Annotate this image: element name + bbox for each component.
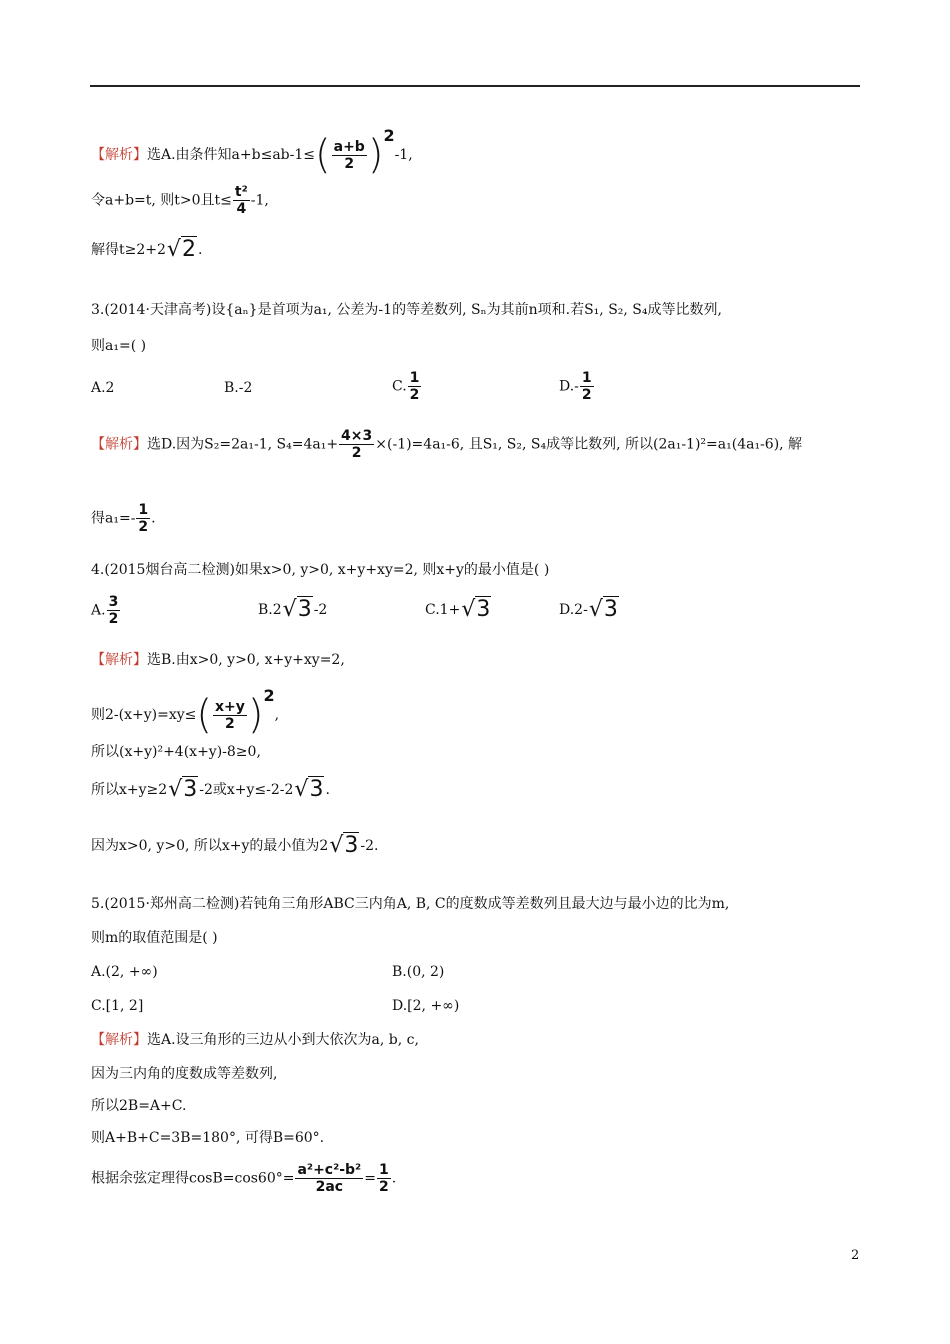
fraction: $\frac{1}{2}$ (409, 370, 420, 403)
q4-option-a: A. $\frac{3}{2}$ (91, 594, 119, 627)
q4-solution-line-2: 则2-(x+y)=xy≤( $\frac{x+y}{2}$ )2, (91, 686, 280, 738)
fraction: $\frac{\text{a²+c²-b²}}{2ac}$ (297, 1162, 362, 1195)
q5-solution-line-3: 所以2B=A+C. (91, 1098, 187, 1114)
fraction: $\frac{3}{2}$ (108, 594, 119, 627)
q4-solution-line-1: 【解析】选B.由x>0, y>0, x+y+xy=2, (91, 652, 345, 668)
fraction: $\frac{a+b}{2}$ (333, 138, 365, 172)
q5-solution-line-4: 则A+B+C=3B=180°, 可得B=60°. (91, 1130, 325, 1146)
q4-option-d: D.2-√3 (559, 597, 618, 622)
fraction: $\frac{1}{2}$ (581, 370, 592, 403)
fraction: $\frac{4\times 3}{2}$ (341, 428, 373, 461)
q5-option-d: D.[2, +∞) (392, 998, 460, 1014)
text: 选A.由条件知a+b≤ab-1≤ (147, 147, 316, 163)
q4-stem: 4.(2015烟台高二检测)如果x>0, y>0, x+y+xy=2, 则x+y的最小值是( ) (91, 562, 550, 578)
right-paren: ) (367, 132, 384, 178)
q4-solution-line-3: 所以(x+y)²+4(x+y)-8≥0, (91, 744, 261, 760)
solution-tag: 【解析】 (91, 652, 147, 668)
text: -1, (250, 192, 269, 209)
left-paren: ( (315, 132, 331, 178)
text: 令a+b=t, 则t>0且t≤ (91, 192, 232, 209)
text: . (197, 242, 203, 258)
q5-stem-line-1: 5.(2015·郑州高二检测)若钝角三角形ABC三内角A, B, C的度数成等差数列且最大边与最小边的比为m, (91, 896, 730, 912)
q5-solution-line-1: 【解析】选A.设三角形的三边从小到大依次为a, b, c, (91, 1032, 419, 1048)
header-rule (90, 85, 860, 87)
page-number: 2 (851, 1248, 860, 1263)
q2-solution-line-1 (91, 126, 413, 178)
q5-option-c: C.[1, 2] (91, 998, 144, 1014)
fraction: $\frac{1}{2}$ (378, 1162, 389, 1195)
q5-option-a: A.(2, +∞) (91, 964, 158, 980)
fraction: $\frac{1}{2}$ (138, 502, 149, 535)
q3-option-c: C. $\frac{1}{2}$ (392, 370, 420, 403)
q5-solution-line-5: 根据余弦定理得cosB=cos60°= $\frac{\text{a²+c²-b²}}{2ac}$ = $\frac{1}{2}$ . (91, 1162, 397, 1195)
fraction: $\frac{x+y}{2}$ (214, 698, 245, 732)
q3-stem-line-2: 则a₁=( ) (91, 338, 147, 354)
q5-solution-line-2: 因为三内角的度数成等差数列, (91, 1066, 278, 1082)
q3-stem-line-1: 3.(2014·天津高考)设{aₙ}是首项为a₁, 公差为-1的等差数列, Sₙ为其前n项和.若S₁, S₂, S₄成等比数列, (91, 302, 722, 318)
q5-option-b: B.(0, 2) (392, 964, 445, 980)
q4-option-b: B.2√3 -2 (258, 597, 328, 622)
right-paren: ) (247, 692, 264, 738)
q3-solution-line-1: 【解析】选D.因为S₂=2a₁-1, S₄=4a₁+ $\frac{4\times 3}{2}$ ×(-1)=4a₁-6, 且S₁, S₂, S₄成等比数列, 所以(2a₁-1)²=a₁(4a₁-6), 解 (91, 428, 803, 461)
square-root: √3 (282, 597, 312, 622)
q4-solution-line-4: 所以x+y≥2√3 -2或x+y≤-2-2√3 . (91, 777, 330, 802)
q3-option-a: A.2 (91, 380, 115, 396)
solution-tag: 【解析】 (91, 1032, 147, 1048)
solution-tag: 【解析】 (91, 147, 147, 163)
q4-solution-line-5: 因为x>0, y>0, 所以x+y的最小值为2√3 -2. (91, 833, 379, 858)
square-root: √3 (461, 597, 491, 622)
solution-tag: 【解析】 (91, 436, 147, 453)
square-root: √3 (329, 833, 359, 858)
q2-solution-line-2 (91, 184, 269, 217)
exponent: 2 (383, 126, 395, 145)
square-root: √3 (294, 777, 324, 802)
left-paren: ( (196, 692, 212, 738)
q2-solution-line-3 (91, 237, 203, 262)
text: 解得t≥2+2 (91, 242, 166, 258)
q4-option-c: C.1+√3 (425, 597, 491, 622)
q5-stem-line-2: 则m的取值范围是( ) (91, 930, 218, 946)
q3-option-d: D.- $\frac{1}{2}$ (559, 370, 592, 403)
square-root: √2 (166, 237, 196, 262)
q3-option-b: B.-2 (224, 380, 253, 396)
q3-solution-line-2: 得a₁=- $\frac{1}{2}$ . (91, 502, 156, 535)
fraction: $\frac{\text{t²}}{4}$ (234, 184, 248, 217)
square-root: √3 (168, 777, 198, 802)
square-root: √3 (588, 597, 618, 622)
text: -1, (394, 147, 413, 163)
